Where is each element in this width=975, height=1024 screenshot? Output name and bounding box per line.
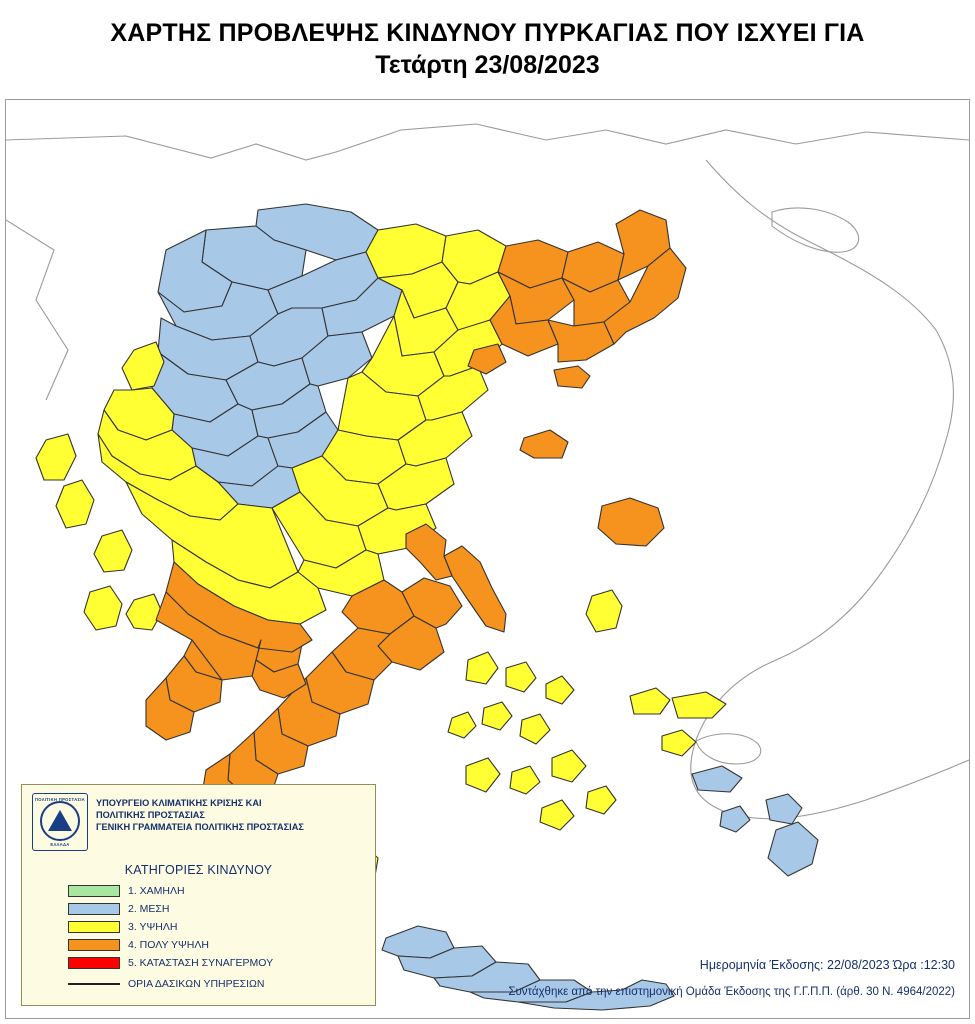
civil-protection-logo-icon <box>32 793 88 851</box>
legend-item-2 <box>68 901 365 917</box>
legend-swatch-medium <box>68 903 120 915</box>
island-group-north-aegean[interactable] <box>520 366 664 632</box>
legend-swatch-high <box>68 921 120 933</box>
island-group-dodecanese[interactable] <box>692 766 818 876</box>
title-line-1: ΧΑΡΤΗΣ ΠΡΟΒΛΕΨΗΣ ΚΙΝΔΥΝΟΥ ΠΥΡΚΑΓΙΑΣ ΠΟΥ ΙΣΧΥΕΙ ΓΙΑ <box>110 19 865 47</box>
ministry-line-2: ΠΟΛΙΤΙΚΗΣ ΠΡΟΣΤΑΣΙΑΣ <box>96 810 205 820</box>
island-group-cyclades[interactable] <box>448 652 726 830</box>
boundary-line-icon <box>68 983 120 985</box>
legend-swatch-low <box>68 885 120 897</box>
map-frame <box>5 99 970 1019</box>
title-line-2: Τετάρτη 23/08/2023 <box>375 51 600 79</box>
legend-box <box>21 784 376 1006</box>
legend-label-alert: 5. ΚΑΤΑΣΤΑΣΗ ΣΥΝΑΓΕΡΜΟΥ <box>128 957 274 969</box>
legend-header <box>32 793 365 851</box>
ministry-line-1: ΥΠΟΥΡΓΕΙΟ ΚΛΙΜΑΤΙΚΗΣ ΚΡΙΣΗΣ ΚΑΙ <box>96 798 262 808</box>
legend-label-medium: 2. ΜΕΣΗ <box>128 903 170 915</box>
legend-item-boundary <box>68 976 365 992</box>
legend-swatch-alert <box>68 957 120 969</box>
logo-text-bottom: ΕΛΛΑΔΑ <box>50 842 70 847</box>
logo-triangle-icon <box>48 810 72 831</box>
legend-label-low: 1. ΧΑΜΗΛΗ <box>128 885 185 897</box>
legend-category-list <box>32 883 365 992</box>
legend-label-very-high: 4. ΠΟΛΥ ΥΨΗΛΗ <box>128 939 209 951</box>
legend-item-5 <box>68 955 365 971</box>
logo-text-top: ΠΟΛΙΤΙΚΗ ΠΡΟΣΤΑΣΙΑ <box>34 797 86 802</box>
legend-swatch-very-high <box>68 939 120 951</box>
issue-date-text: Ημερομηνία Έκδοσης: 22/08/2023 Ώρα :12:30 <box>699 958 955 972</box>
source-note-text: - Συντάχθηκε από την επιστημονική Ομάδα Έκδοσης της Γ.Γ.Π.Π. (άρθ. 30 Ν. 4964/2022) <box>501 986 955 998</box>
legend-label-boundary: ΟΡΙΑ ΔΑΣΙΚΩΝ ΥΠΗΡΕΣΙΩΝ <box>128 978 265 990</box>
legend-item-4 <box>68 937 365 953</box>
ministry-name <box>96 793 304 833</box>
ministry-line-3: ΓΕΝΙΚΗ ΓΡΑΜΜΑΤΕΙΑ ΠΟΛΙΤΙΚΗΣ ΠΡΟΣΤΑΣΙΑΣ <box>96 822 304 832</box>
legend-item-1 <box>68 883 365 899</box>
legend-item-3 <box>68 919 365 935</box>
legend-title: ΚΑΤΗΓΟΡΙΕΣ ΚΙΝΔΥΝΟΥ <box>124 863 273 877</box>
legend-label-high: 3. ΥΨΗΛΗ <box>128 921 178 933</box>
page-title <box>0 18 975 80</box>
